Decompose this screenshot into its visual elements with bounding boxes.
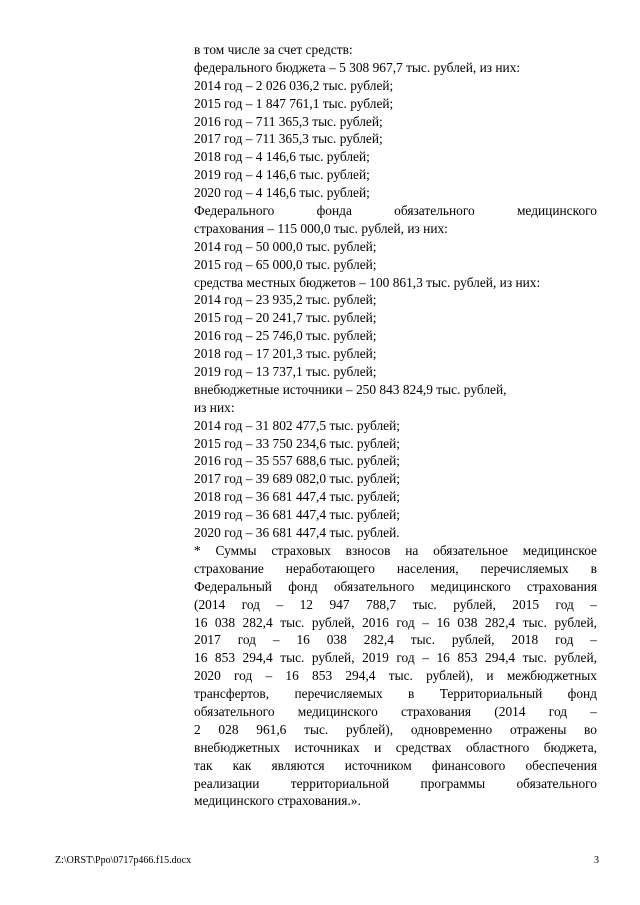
document-line: 2020 год – 16 853 294,4 тыс. рублей), и межбюджетных: [194, 668, 597, 684]
document-line: 2019 год – 13 737,1 тыс. рублей;: [194, 364, 377, 380]
document-line: Федеральный фонд обязательного медицинского страхования: [194, 578, 597, 594]
document-line: Федерального фонда обязательного медицинского: [194, 203, 597, 219]
footer-page-number: 3: [594, 855, 599, 866]
document-line: 2015 год – 33 750 234,6 тыс. рублей;: [194, 435, 400, 451]
document-line: 2014 год – 2 026 036,2 тыс. рублей;: [194, 77, 394, 93]
document-line: обязательного медицинского страхования (2014 год –: [194, 703, 597, 719]
document-line: 2014 год – 31 802 477,5 тыс. рублей;: [194, 417, 400, 433]
document-line: 2017 год – 39 689 082,0 тыс. рублей;: [194, 471, 400, 487]
document-line: 2015 год – 20 241,7 тыс. рублей;: [194, 310, 377, 326]
document-line: 2020 год – 36 681 447,4 тыс. рублей.: [194, 525, 400, 541]
document-line: страхования – 115 000,0 тыс. рублей, из них:: [194, 220, 448, 236]
document-line: в том числе за счет средств:: [194, 42, 353, 57]
document-line: 2018 год – 17 201,3 тыс. рублей;: [194, 346, 377, 362]
document-line: 2015 год – 1 847 761,1 тыс. рублей;: [194, 95, 394, 111]
document-line: средства местных бюджетов – 100 861,3 тыс. рублей, из них:: [194, 274, 541, 290]
document-line: 2016 год – 25 746,0 тыс. рублей;: [194, 328, 377, 344]
document-line: внебюджетных источниках и средствах областного бюджета,: [194, 739, 597, 755]
document-line: * Суммы страховых взносов на обязательное медицинское: [194, 542, 597, 558]
document-line: 2 028 961,6 тыс. рублей), одновременно отражены во: [194, 721, 597, 737]
document-line: 2019 год – 36 681 447,4 тыс. рублей;: [194, 507, 400, 523]
document-line: 2017 год – 711 365,3 тыс. рублей;: [194, 131, 383, 147]
document-line: (2014 год – 12 947 788,7 тыс. рублей, 2015 год –: [194, 596, 597, 612]
document-body: [194, 41, 597, 810]
document-line: 2020 год – 4 146,6 тыс. рублей;: [194, 185, 370, 201]
document-line: 2019 год – 4 146,6 тыс. рублей;: [194, 167, 370, 183]
document-line: внебюджетные источники – 250 843 824,9 тыс. рублей,: [194, 381, 507, 397]
document-line: из них:: [194, 399, 235, 415]
document-line: 16 038 282,4 тыс. рублей, 2016 год – 16 038 282,4 тыс. рублей,: [194, 614, 597, 630]
document-line: 2017 год – 16 038 282,4 тыс. рублей, 2018 год –: [194, 632, 597, 648]
footer-file-path: Z:\ORST\Ppo\0717p466.f15.docx: [55, 855, 192, 866]
document-line: так как являются источником финансового обеспечения: [194, 757, 597, 773]
document-line: страхование неработающего населения, перечисляемых в: [194, 560, 597, 576]
document-line: трансфертов, перечисляемых в Территориальный фонд: [194, 686, 597, 702]
document-line: медицинского страхования.».: [194, 793, 361, 809]
document-line: реализации территориальной программы обязательного: [194, 775, 597, 791]
document-line: 2014 год – 23 935,2 тыс. рублей;: [194, 292, 377, 308]
document-line: 2014 год – 50 000,0 тыс. рублей;: [194, 238, 377, 254]
document-line: 2016 год – 35 557 688,6 тыс. рублей;: [194, 453, 400, 469]
document-line: 2018 год – 36 681 447,4 тыс. рублей;: [194, 489, 400, 505]
document-line: 16 853 294,4 тыс. рублей, 2019 год – 16 853 294,4 тыс. рублей,: [194, 650, 597, 666]
document-line: 2018 год – 4 146,6 тыс. рублей;: [194, 149, 370, 165]
document-line: 2015 год – 65 000,0 тыс. рублей;: [194, 256, 377, 272]
document-line: федерального бюджета – 5 308 967,7 тыс. рублей, из них:: [194, 59, 521, 75]
document-line: 2016 год – 711 365,3 тыс. рублей;: [194, 113, 383, 129]
